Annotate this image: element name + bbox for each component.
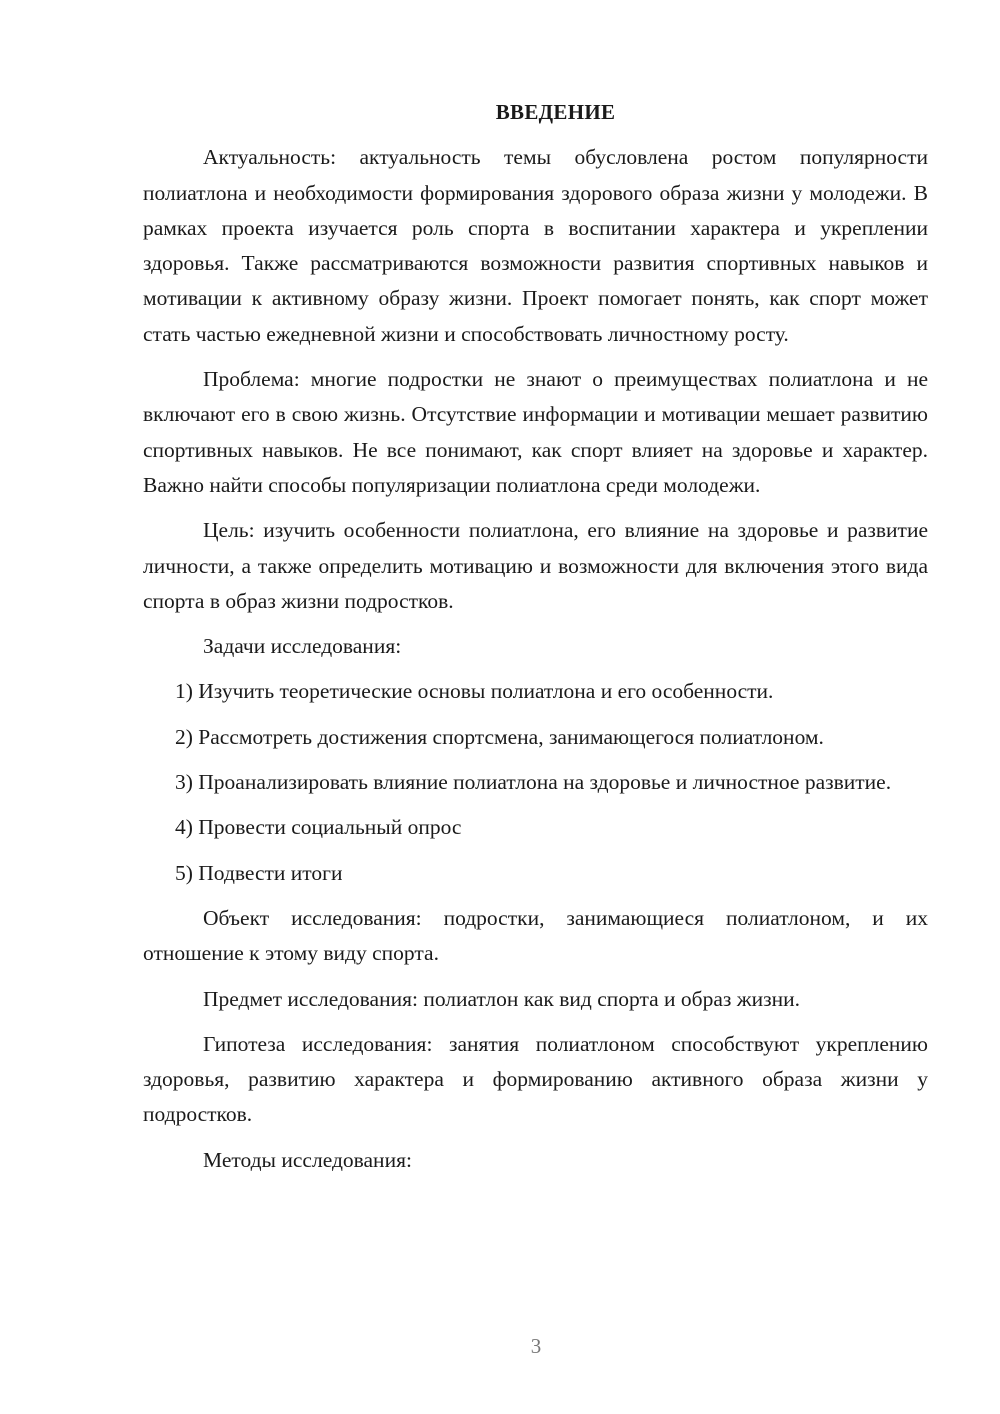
goal-paragraph: Цель: изучить особенности полиатлона, его влияние на здоровье и развитие личности, а также определить мотивацию и возможности для включения этого вида спорта в образ жизни подростков. (143, 518, 928, 613)
page-content (143, 95, 928, 1188)
task-item-5: 5) Подвести итоги (175, 860, 343, 885)
section-title: ВВЕДЕНИЕ (495, 100, 616, 124)
task-item-4: 4) Провести социальный опрос (175, 815, 462, 840)
methods-heading: Методы исследования: (203, 1147, 412, 1172)
task-item-2: 2) Рассмотреть достижения спортсмена, занимающегося полиатлоном. (175, 724, 824, 749)
page-number: 3 (530, 1334, 542, 1358)
task-item-1: 1) Изучить теоретические основы полиатлона и его особенности. (175, 679, 774, 704)
tasks-heading: Задачи исследования: (203, 634, 402, 659)
relevance-paragraph: Актуальность: актуальность темы обусловлена ростом популярности полиатлона и необходимости формирования здорового образа жизни у молодежи. В рамках проекта изучается роль спорта в воспитании характера и укреплении здоровья. Также рассматриваются возможности развития спортивных навыков и мотивации к активному образу жизни. Проект помогает понять, как спорт может стать частью ежедневной жизни и способствовать личностному росту. (143, 145, 928, 346)
problem-paragraph: Проблема: многие подростки не знают о преимуществах полиатлона и не включают его в свою жизнь. Отсутствие информации и мотивации мешает развитию спортивных навыков. Не все понимают, как спорт влияет на здоровье и характер. Важно найти способы популяризации полиатлона среди молодежи. (143, 367, 928, 497)
task-item-3: 3) Проанализировать влияние полиатлона на здоровье и личностное развитие. (175, 770, 892, 795)
subject-paragraph: Предмет исследования: полиатлон как вид спорта и образ жизни. (203, 986, 801, 1011)
hypothesis-paragraph: Гипотеза исследования: занятия полиатлоном способствуют укреплению здоровья, развитию характера и формированию активного образа жизни у подростков. (143, 1031, 928, 1127)
object-paragraph: Объект исследования: подростки, занимающиеся полиатлоном, и их отношение к этому виду спорта. (143, 905, 928, 966)
